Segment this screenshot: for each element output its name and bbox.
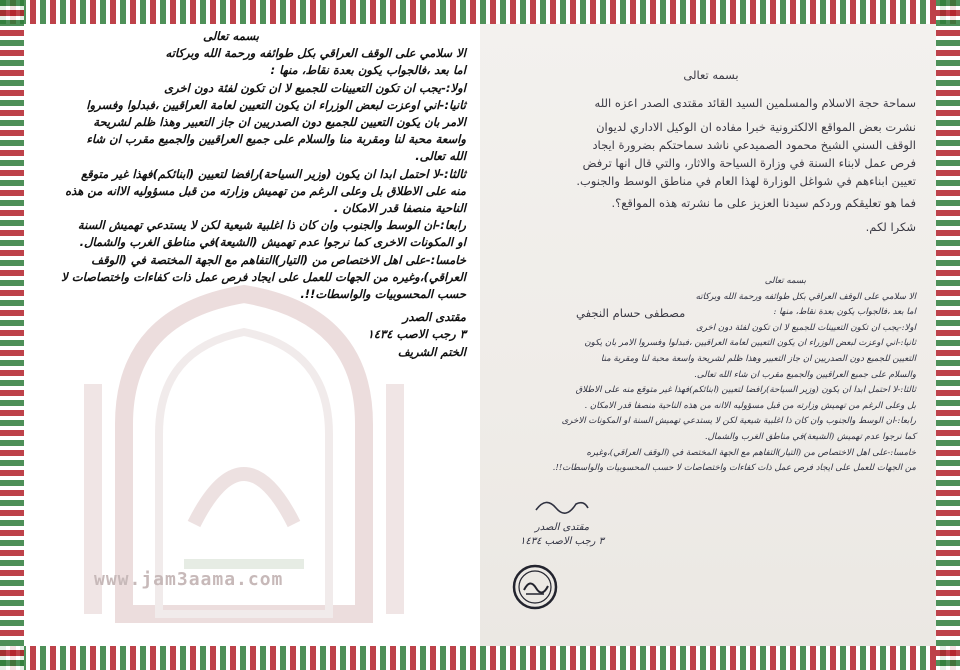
typed-line: ثانيا:-اني اوعزت لبعض الوزراء ان يكون التعيين لعامة العراقيين ،فبدلوا وفسروا [86,97,466,112]
letter-bismillah: بسمه تعالى [683,68,739,82]
letter-body-line: الوقف السني الشيخ محمود الصميدعي ناشد سماحتكم بضرورة ايجاد [592,138,916,152]
typed-line: ثالثا:-لا احتمل ابدا ان يكون (وزير السياحة)رافضا لتعيين (ابنائكم)فهذا غير متوقع [80,166,466,181]
decorative-border-bottom [0,646,960,670]
handwritten-reply [506,274,916,477]
handwritten-line: بسمه تعالى [764,276,806,286]
typed-line: الا سلامي على الوقف العراقي بكل طوائفه ورحمة الله وبركاته [165,46,466,61]
handwritten-line: ثالثا:-لا احتمل ابدا ان يكون (وزير السياحة)رافضا لتعيين (ابنائكم)فهذا غير متوقع منه على الاطلاق [575,385,916,396]
signature-seal-label: الختم الشريف [397,344,466,359]
decorative-border-top [0,0,960,24]
handwritten-line: من الجهات للعمل على ايجاد فرص عمل ذات كفاءات واختصاصات لا حسب المحسوبيات والواسطات!!. [552,463,916,474]
signature-date: ٣ رجب الاصب ١٤٣٤ [367,327,466,342]
letter-question [506,66,916,236]
letter-body-line: نشرت بعض المواقع الالكترونية خبرا مفاده ان الوكيل الاداري لديوان [596,120,916,134]
typed-line: رابعا:-ان الوسط والجنوب وان كان ذا اغلبية شيعية لكن لا يستدعي تهميش السنة [77,218,466,233]
handwritten-line: خامسا:-على اهل الاختصاص من (التيار)التفاهم مع الجهة المختصة في (الوقف العراقي)،وغيره [586,447,916,458]
typed-line: العراقي)،وغيره من الجهات للعمل على ايجاد فرص عمل ذات كفاءات واختصاصات لا [61,269,466,284]
official-seal-icon [512,564,558,610]
letter-salutation: سماحة حجة الاسلام والمسلمين السيد القائد مقتدى الصدر اعزه الله [594,96,916,110]
decorative-border-right [936,0,960,670]
watermark-url: www.jam3aama.com [94,569,284,590]
typed-line: اولا:-يجب ان تكون التعيينات للجميع لا ان تكون لفئة دون اخرى [164,80,466,95]
typed-line: حسب المحسوبيات والواسطات!!. [300,287,466,302]
letter-body-line: تعيين ابناءهم في شواغل الوزارة لهذا العام في مناطق الوسط والجنوب. [576,174,916,188]
typed-line: واسعة محبة لنا ومقربة منا والسلام على جميع العراقيين والجميع مقرب ان شاء [86,132,466,147]
decorative-border-left [0,0,24,670]
handwritten-line: رابعا:-ان الوسط والجنوب وان كان ذا اغلبية شيعية لكن لا يستدعي تهميش السنة او المكونات الاخرى [561,416,916,427]
typed-signature [36,309,466,361]
typed-line: خامسا:-على اهل الاختصاص من (التيار)التفاهم مع الجهة المختصة في (الوقف [91,252,466,267]
handwritten-line: التعيين للجميع دون الصدريين ان جاز التعبير وهذا ظلم لشريحة واسعة محبة لنا ومقربة منا [600,353,916,364]
typed-line: الله تعالى. [415,149,466,164]
typed-statement-text [36,28,466,361]
handwritten-signature [520,494,604,549]
scanned-letter-panel [480,24,936,646]
typed-statement-panel [24,24,480,646]
handwritten-line: والسلام على جميع العراقيين والجميع مقرب ان شاء الله تعالى. [694,369,916,380]
typed-line: بسمه تعالى [202,29,260,43]
handwritten-line: كما نرجوا عدم تهميش (الشيعة)في مناطق الغرب والشمال. [704,431,916,442]
typed-line: او المكونات الاخرى كما نرجوا عدم تهميش (الشيعة)في مناطق الغرب والشمال. [79,235,466,250]
typed-line: منه على الاطلاق بل وعلى الرغم من تهميش وزارته من قبل مسؤوليه الاانه من هذه [65,183,466,198]
typed-line: الناحية منصفا قدر الامكان . [333,201,466,216]
typed-line: الامر بان يكون التعيين للجميع دون الصدريين ان جاز التعبير وهذا ظلم لشريحة [93,115,466,130]
handwritten-line: الا سلامي على الوقف العراقي بكل طوائفه ورحمة الله وبركاته [695,291,916,302]
handwritten-line: اولا:-يجب ان تكون التعيينات للجميع لا ان تكون لفئة دون اخرى [695,322,916,333]
handwritten-line: اما بعد ،فالجواب يكون بعدة نقاط، منها : [773,307,916,318]
handwritten-line: ثانيا:-اني اوعزت لبعض الوزراء ان يكون التعيين لعامة العراقيين ،فبدلوا وفسروا الامر بان يكون [584,338,916,349]
letter-body-line: فرص عمل لابناء السنة في وزارة السياحة والاثار، والتي قال انها ترفض [582,156,916,170]
typed-line: اما بعد ،فالجواب يكون بعدة نقاط، منها : [270,63,466,78]
letter-thanks: شكرا لكم. [865,220,916,234]
letter-signer: مصطفى حسام النجفي [576,306,686,320]
signature-scribble-icon [532,494,592,516]
letter-question-line: فما هو تعليقكم وردكم سيدنا العزيز على ما نشرته هذه المواقع؟. [611,196,916,210]
signature-name: مقتدى الصدر [402,310,466,325]
handwritten-signature-name: مقتدى الصدر [534,522,590,533]
handwritten-line: بل وعلى الرغم من تهميش وزارته من قبل مسؤوليه الاانه من هذه الناحية منصفا قدر الامكان . [584,400,916,411]
handwritten-signature-date: ٣ رجب الاصب ١٤٣٤ [520,536,605,547]
